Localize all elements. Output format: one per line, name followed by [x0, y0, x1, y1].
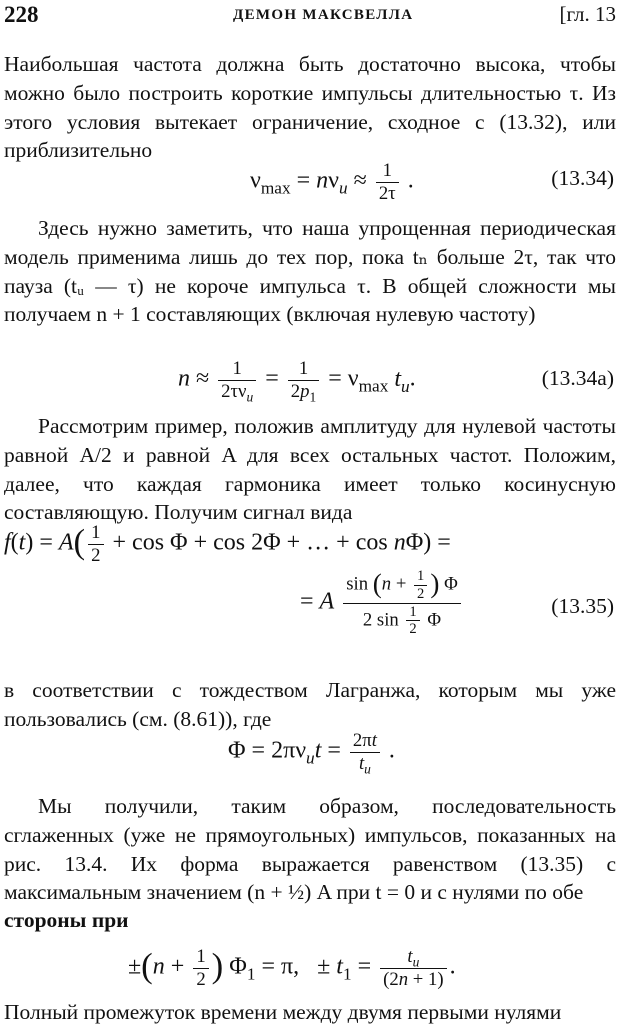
- equation-13-34: $\nu_{max} = n\nu_u$ ≈ $\frac{1}{2\tau}$ .: [250, 160, 414, 204]
- page-header: [4, 2, 616, 30]
- page-number: 228: [4, 2, 39, 27]
- paragraph-2: Здесь нужно заметить, что наша упрощенная периодическая модель применима лишь до тех пор, пока tₙ больше 2τ, так что пауза (tᵤ — τ) не короче импульса τ. В общей сложности мы получаем n + 1 составляющих (включая нулевую частоту): [4, 216, 616, 327]
- equation-number-13-34: (13.34): [551, 166, 614, 190]
- equation-13-35-line2: = A sin (n + $\frac{1}{2}$ ) Φ 2 sin $\frac{1}{2}$ Φ: [300, 568, 464, 638]
- chapter-label: [гл. 13: [559, 2, 616, 26]
- equation-13-35-line1: f(t) = A( $\frac{1}{2}$ + cos Φ + cos 2Φ + … + cos nΦ) =: [4, 522, 451, 566]
- paragraph-3: Рассмотрим пример, положив амплитуду для нулевой частоты равной A/2 и равной A для всех остальных частот. Положим, далее, что каждая гармоника имеет только косинусную составляющую. Получим сигнал вида: [4, 414, 616, 525]
- running-title: ДЕМОН МАКСВЕЛЛА: [233, 7, 414, 23]
- equation-number-13-34a: (13.34a): [541, 366, 614, 390]
- paragraph-7: Полный промежуток времени между двумя первыми нулями: [4, 1000, 562, 1024]
- paragraph-4: в соответствии с тождеством Лагранжа, которым мы уже пользовались (см. (8.61)), где: [4, 678, 616, 731]
- paragraph-1: Наибольшая частота должна быть достаточно высока, чтобы можно было построить короткие импульсы длительностью τ. Из этого условия вытекает ограничение, сходное с (13.32), или приблизительно: [4, 52, 616, 163]
- equation-number-13-35: (13.35): [551, 594, 614, 618]
- equation-13-34a: n ≈ $\frac{1}{2\tau\nu_u}$ = $\frac{1}{2p_1}$ = $\nu_{max}$ $t_u$.: [178, 358, 416, 405]
- paragraph-6: стороны при: [4, 908, 129, 932]
- equation-phi: $\Phi = 2\pi\nu_ut$ = $\frac{2\pi t}{t_u}$ .: [228, 730, 395, 777]
- paragraph-5: Мы получили, таким образом, последовательность сглаженных (уже не прямоугольных) импульсов, показанных на рис. 13.4. Их форма выражается равенством (13.35) с максимальным значением (n + ½) A при t = 0 и с нулями по обе: [4, 794, 616, 905]
- equation-zeros: ±(n + $\frac{1}{2}$ ) $\Phi_1 = \pi$, ± $t_1$ = $\frac{t_u}{(2n + 1)}$ .: [128, 946, 456, 990]
